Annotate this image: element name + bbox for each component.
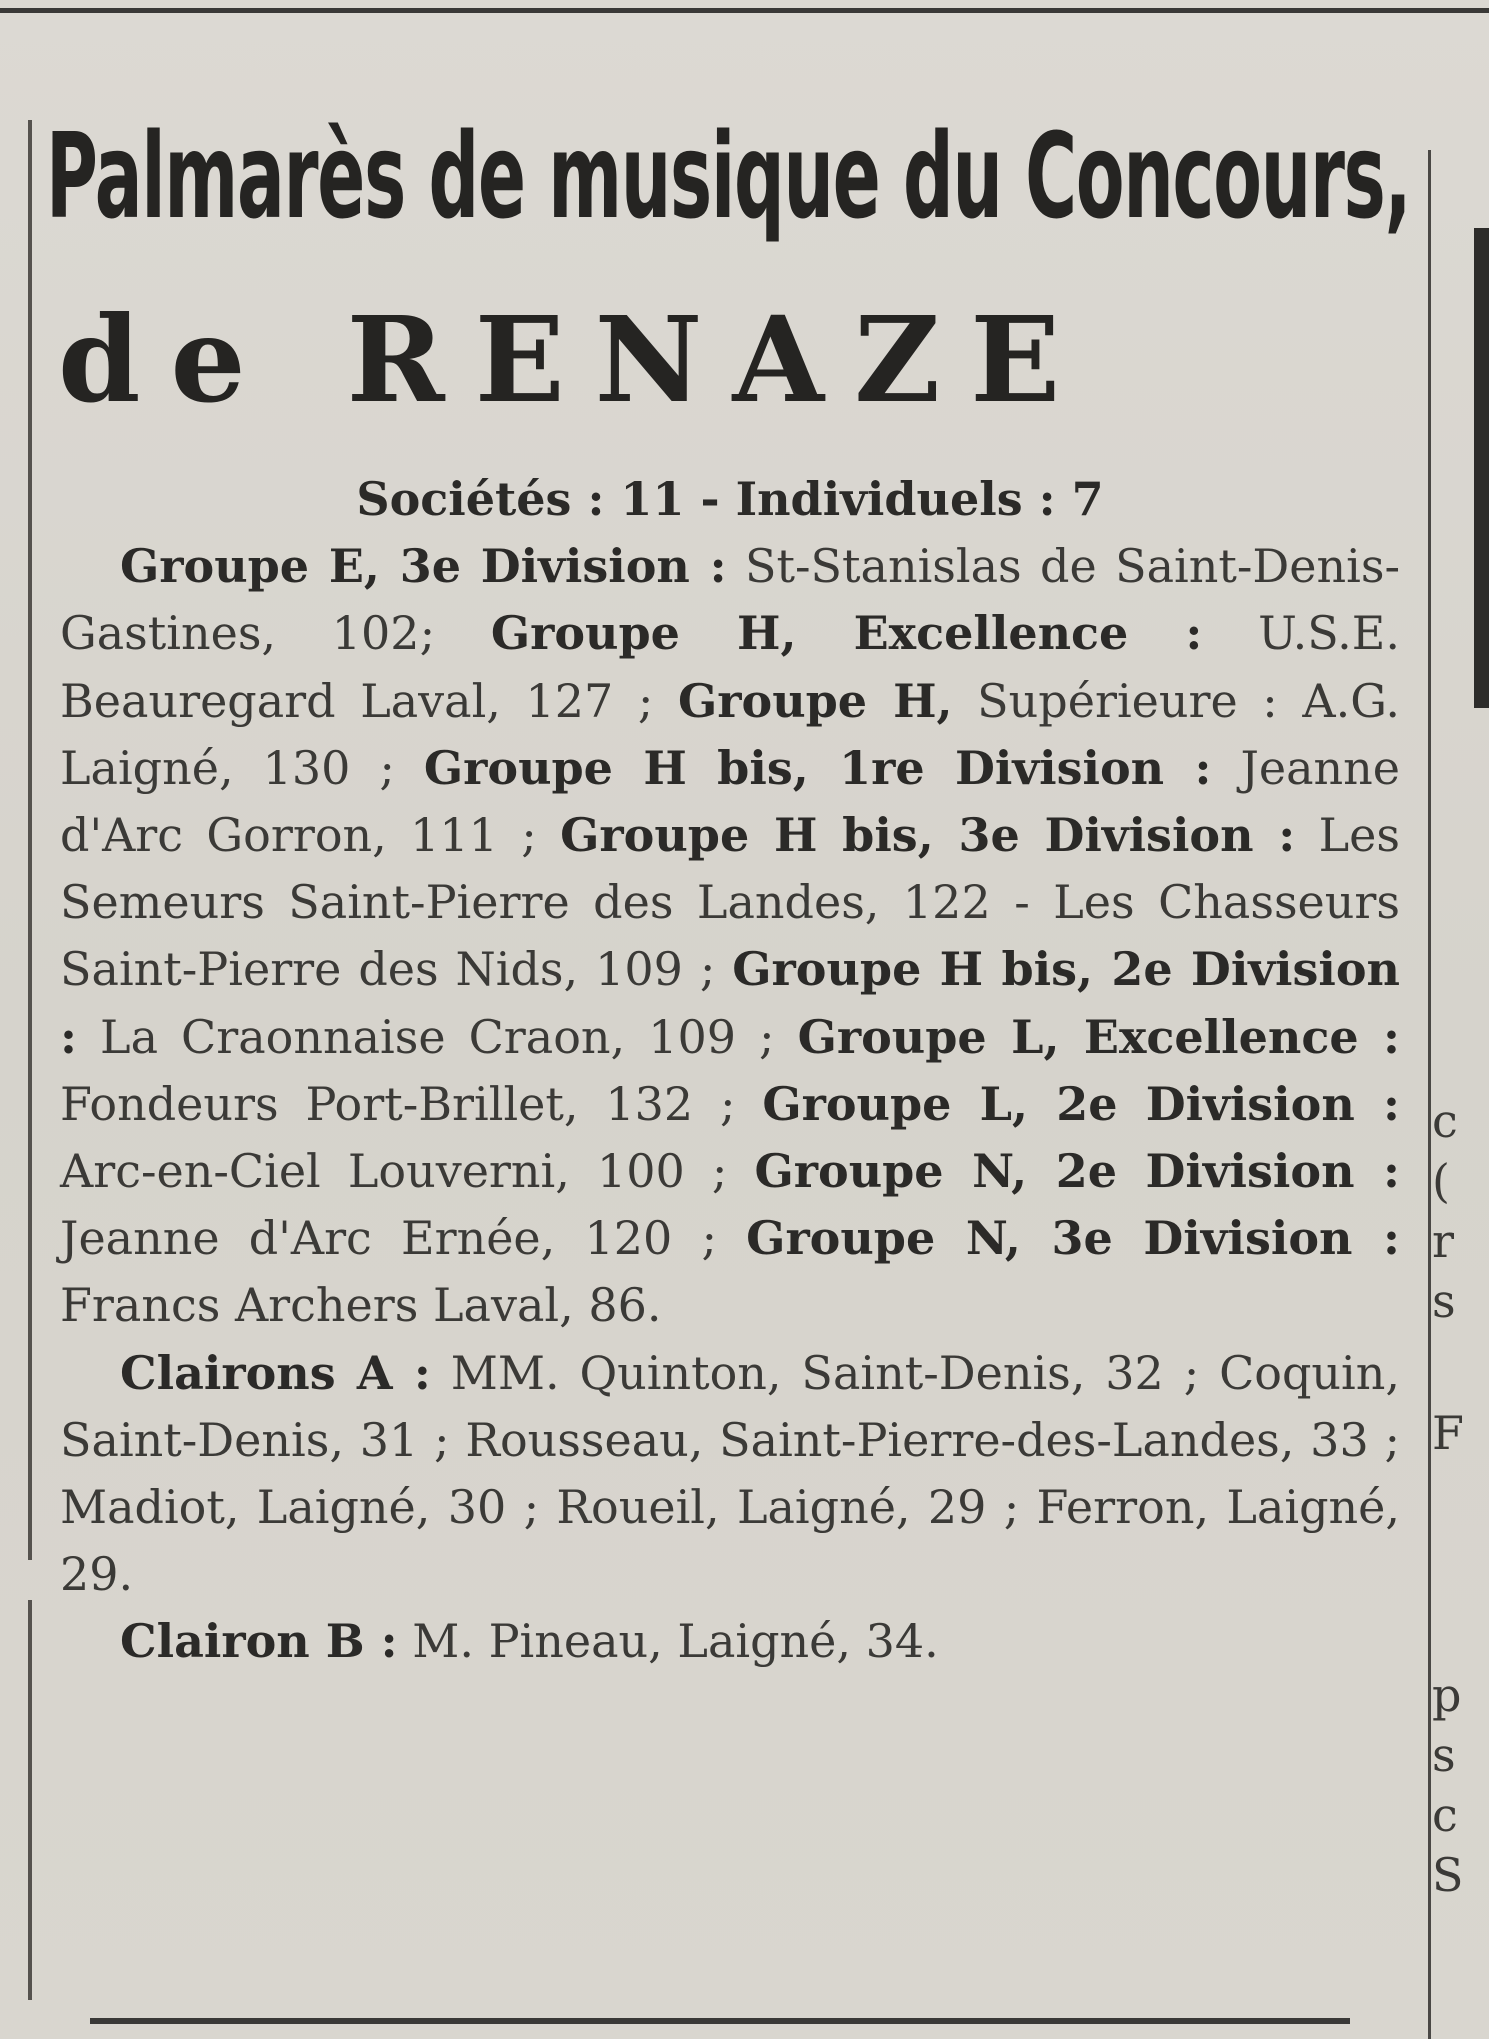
result-text: St-Stanislas de Saint-Denis-Gastines, 102; <box>60 539 1400 661</box>
left-column-rule <box>28 120 32 1560</box>
result-text: Francs Archers Laval, 86. <box>60 1278 662 1333</box>
result-text: M. Pineau, Laigné, 34. <box>397 1614 939 1669</box>
clairon-b-results <box>60 1608 1400 1675</box>
adjacent-column-fragment: S <box>1432 1848 1464 1902</box>
left-column-rule-lower <box>28 1600 32 2000</box>
result-text: La Craonnaise Craon, 109 ; <box>76 1009 798 1064</box>
result-label: Groupe H, Excellence : <box>490 606 1203 661</box>
headline-line-1: Palmarès de musique du Concours, <box>46 107 1411 245</box>
result-text: Supérieure : A.G. Laigné, 130 ; <box>60 673 1400 795</box>
adjacent-column-fragment: ( <box>1432 1154 1450 1208</box>
bottom-rule <box>90 2018 1350 2024</box>
result-label: Groupe H bis, 1re Division : <box>423 740 1212 795</box>
adjacent-column-fragment: c <box>1432 1788 1458 1842</box>
adjacent-column-fragment: p <box>1432 1668 1462 1722</box>
adjacent-column-bar <box>1474 228 1489 708</box>
column-divider <box>1428 150 1431 2039</box>
result-text: Les Semeurs Saint-Pierre des Landes, 122 - Les Chasseurs Saint-Pierre des Nids, 109 ; <box>60 808 1401 997</box>
adjacent-column-fragment: s <box>1432 1274 1456 1328</box>
result-text: Fondeurs Port-Brillet, 132 ; <box>60 1076 763 1131</box>
adjacent-column-fragment: F <box>1432 1406 1464 1460</box>
result-label: Clairons A : <box>120 1345 431 1400</box>
headline-line-2: de RENAZE <box>58 290 1091 429</box>
result-label: Groupe E, 3e Division : <box>120 539 727 594</box>
result-label: Groupe H, <box>678 673 953 728</box>
article-body <box>60 466 1400 1676</box>
result-label: Groupe N, 3e Division : <box>746 1211 1401 1266</box>
clairons-a-results <box>60 1340 1400 1609</box>
result-label: Groupe H bis, 3e Division : <box>560 808 1296 863</box>
result-label: Clairon B : <box>120 1614 398 1669</box>
result-text: MM. Quinton, Saint-Denis, 32 ; Coquin, Saint-Denis, 31 ; Rousseau, Saint-Pierre-des-Landes, 33 ; Madiot, Laigné, 30 ; Roueil, Laigné, 29 ; Ferron, Laigné, 29. <box>60 1345 1401 1602</box>
result-text: U.S.E. Beauregard Laval, 127 ; <box>60 606 1400 728</box>
result-label: Groupe L, Excellence : <box>797 1009 1401 1064</box>
result-text: Jeanne d'Arc Gorron, 111 ; <box>60 740 1401 863</box>
result-text: Jeanne d'Arc Ernée, 120 ; <box>60 1211 747 1266</box>
result-text: Arc-en-Ciel Louverni, 100 ; <box>60 1144 755 1199</box>
adjacent-column-fragment: c <box>1432 1094 1458 1148</box>
result-label: Groupe N, 2e Division : <box>754 1144 1401 1199</box>
result-label: Groupe L, 2e Division : <box>762 1076 1400 1131</box>
result-label: Groupe H bis, 2e Division : <box>60 942 1400 1064</box>
adjacent-column-fragment: s <box>1432 1728 1456 1782</box>
societes-results <box>60 533 1400 1339</box>
top-rule <box>0 8 1489 13</box>
adjacent-column-fragment: r <box>1432 1214 1454 1268</box>
stats-line: Sociétés : 11 - Individuels : 7 <box>356 472 1104 526</box>
